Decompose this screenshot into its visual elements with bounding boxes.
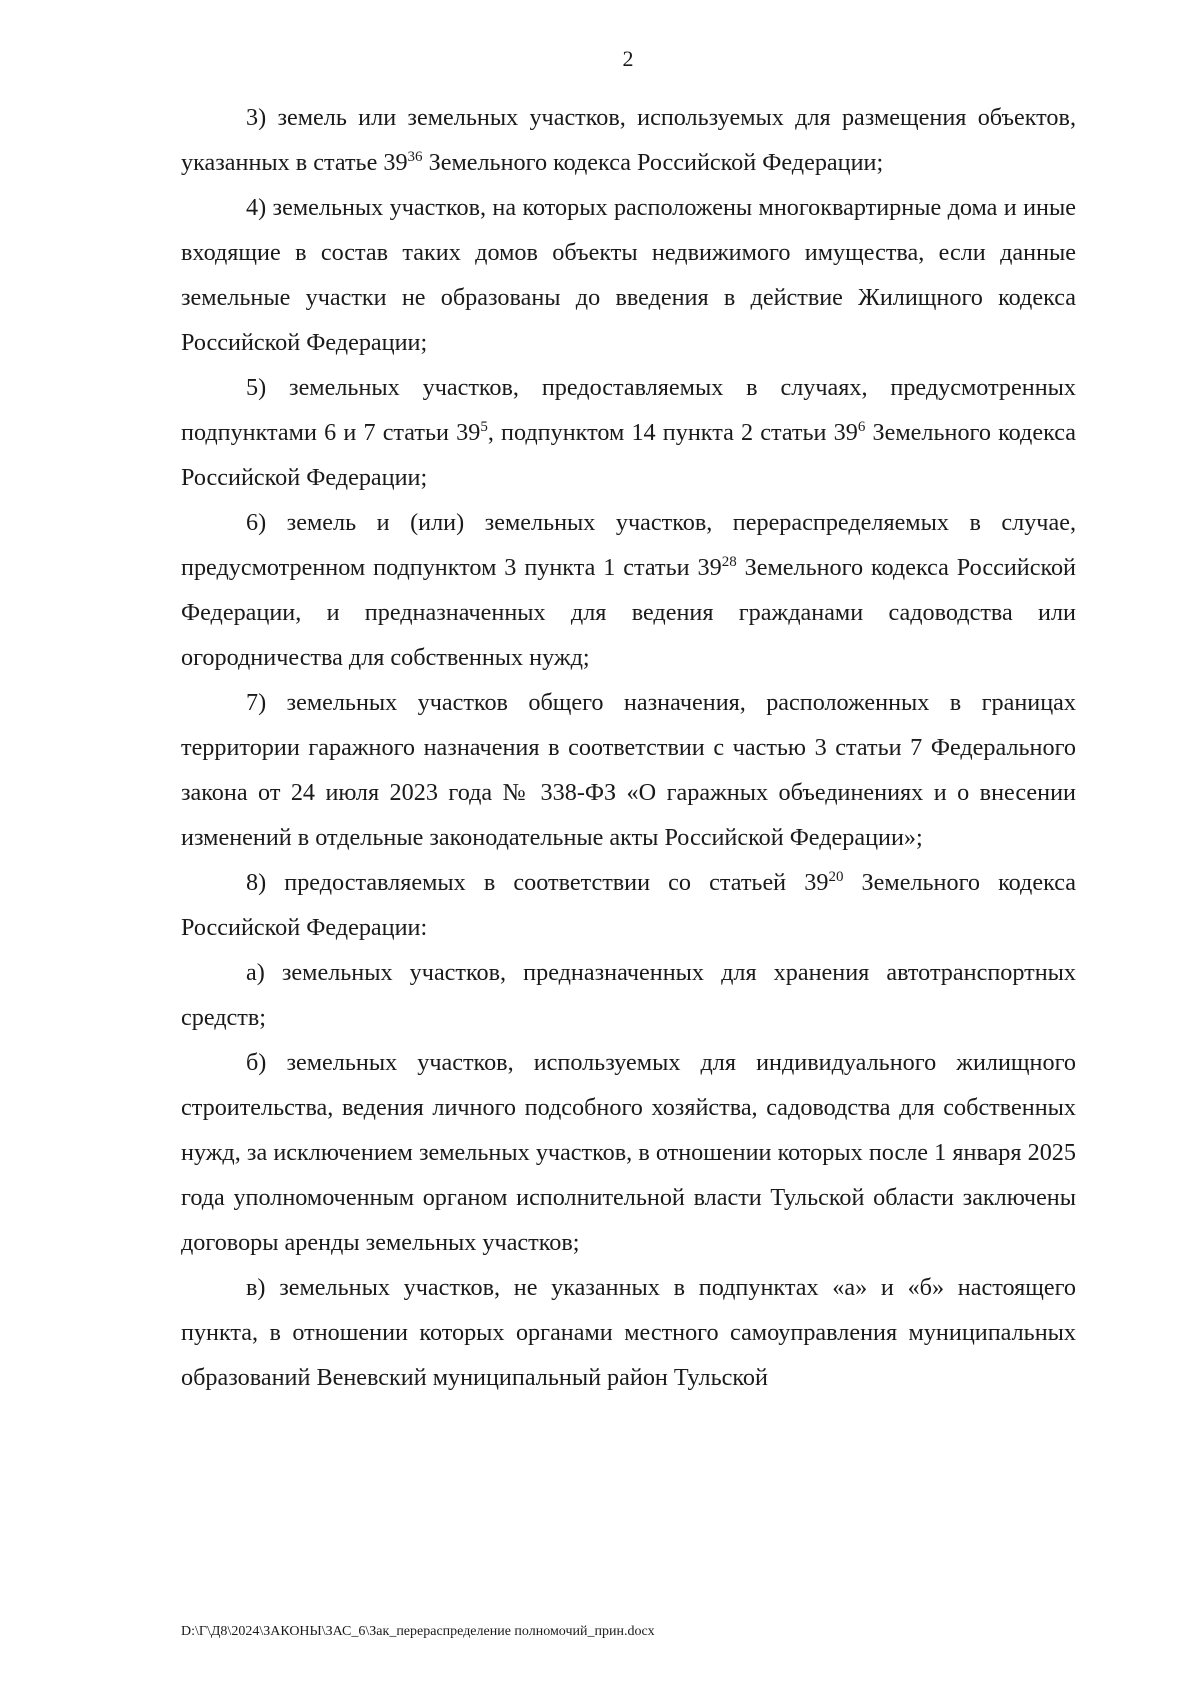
paragraph-5: 5) земельных участков, предоставляемых в случаях, предусмотренных подпунктами 6 и 7 статьи $39^5$, подпунктом 14 пункта 2 статьи $39^6$ Земельного кодекса Российской Федерации;	[181, 374, 1076, 491]
footer-file-path: D:\Г\Д8\2024\ЗАКОНЫ\ЗАС_6\Зак_перераспределение полномочий_прин.docx	[181, 1624, 655, 1639]
document-body	[181, 95, 1076, 1400]
paragraph-8v: в) земельных участков, не указанных в подпунктах «а» и «б» настоящего пункта, в отношении которых органами местного самоуправления муниципальных образований Веневский муниципальный район Тульской	[181, 1274, 1076, 1391]
superscript: 6	[857, 418, 866, 435]
superscript: 36	[407, 148, 423, 165]
paragraph-3: 3) земель или земельных участков, используемых для размещения объектов, указанных в статье $39^{36}$ Земельного кодекса Российской Федерации;	[181, 104, 1076, 176]
paragraph-7: 7) земельных участков общего назначения, расположенных в границах территории гаражного назначения в соответствии с частью 3 статьи 7 Федерального закона от 24 июля 2023 года № 338-ФЗ «О гаражных объединениях и о внесении изменений в отдельные законодательные акты Российской Федерации»;	[181, 689, 1076, 851]
paragraph-8a: а) земельных участков, предназначенных для хранения автотранспортных средств;	[181, 959, 1076, 1031]
paragraph-8b: б) земельных участков, используемых для индивидуального жилищного строительства, ведения личного подсобного хозяйства, садоводства для собственных нужд, за исключением земельных участков, в отношении которых после 1 января 2025 года уполномоченным органом исполнительной власти Тульской области заключены договоры аренды земельных участков;	[181, 1049, 1076, 1256]
page-number: 2	[622, 46, 634, 71]
paragraph-4: 4) земельных участков, на которых расположены многоквартирные дома и иные входящие в состав таких домов объекты недвижимого имущества, если данные земельные участки не образованы до введения в действие Жилищного кодекса Российской Федерации;	[181, 194, 1076, 356]
superscript: 28	[721, 553, 737, 570]
paragraph-6: 6) земель и (или) земельных участков, перераспределяемых в случае, предусмотренном подпунктом 3 пункта 1 статьи $39^{28}$ Земельного кодекса Российской Федерации, и предназначенных для ведения гражданами садоводства или огородничества для собственных нужд;	[181, 509, 1077, 671]
paragraph-8: 8) предоставляемых в соответствии со статьей $39^{20}$ Земельного кодекса Российской Федерации:	[181, 868, 1076, 941]
superscript: 20	[828, 868, 844, 885]
superscript: 5	[480, 418, 488, 435]
